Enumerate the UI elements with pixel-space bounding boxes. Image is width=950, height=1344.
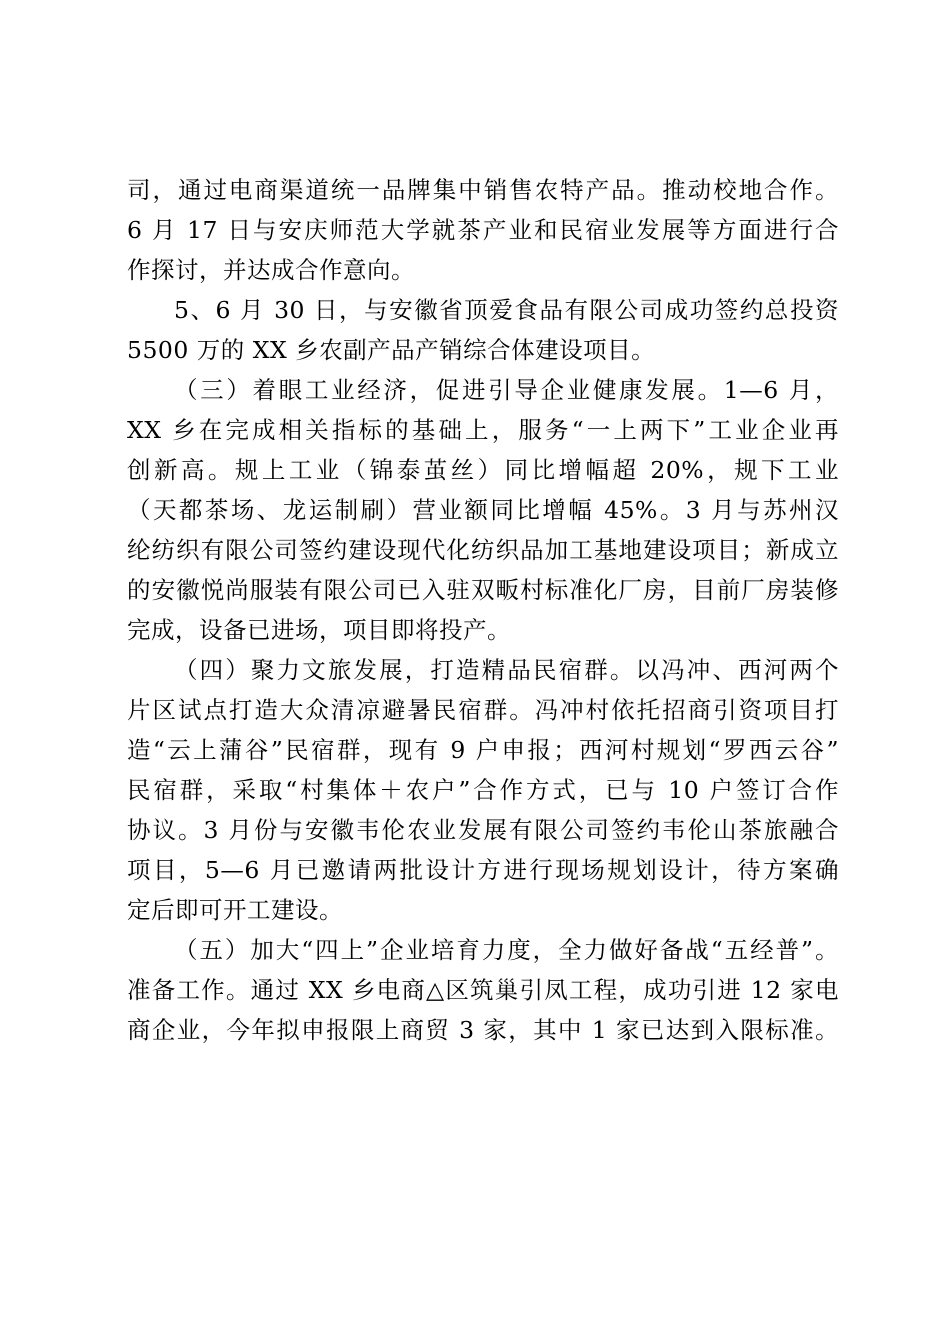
text-line: 作探讨，并达成合作意向。 (127, 256, 415, 284)
text-line: 定后即可开工建设。 (127, 896, 343, 924)
text-line: 造“云上蒲谷”民宿群，现有 9 户申报；西河村规划“罗西云谷” (127, 736, 839, 764)
text-line: 5500 万的 XX 乡农副产品产销综合体建设项目。 (127, 336, 656, 364)
paragraph-start-line: 5、6 月 30 日，与安徽省顶爱食品有限公司成功签约总投资 (174, 296, 839, 324)
text-line: 准备工作。通过 XX 乡电商△区筑巢引凤工程，成功引进 12 家电 (127, 976, 839, 1004)
text-line: 片区试点打造大众清凉避暑民宿群。冯冲村依托招商引资项目打 (127, 696, 839, 724)
text-line: 6 月 17 日与安庆师范大学就茶产业和民宿业发展等方面进行合 (127, 216, 839, 244)
text-line: 协议。3 月份与安徽韦伦农业发展有限公司签约韦伦山茶旅融合 (127, 816, 839, 844)
text-line: 的安徽悦尚服装有限公司已入驻双畈村标准化厂房，目前厂房装修 (127, 576, 839, 604)
text-line: 项目，5—6 月已邀请两批设计方进行现场规划设计，待方案确 (127, 856, 839, 884)
section-heading-line-3: （三）着眼工业经济，促进引导企业健康发展。1—6 月， (174, 376, 839, 404)
document-body (127, 170, 839, 1050)
text-line: 民宿群，采取“村集体＋农户”合作方式，已与 10 户签订合作 (127, 776, 839, 804)
text-line: XX 乡在完成相关指标的基础上，服务“一上两下”工业企业再 (127, 416, 839, 444)
text-line: 完成，设备已进场，项目即将投产。 (127, 616, 511, 644)
text-line: 纶纺织有限公司签约建设现代化纺织品加工基地建设项目；新成立 (127, 536, 839, 564)
text-line: 商企业，今年拟申报限上商贸 3 家，其中 1 家已达到入限标准。 (127, 1016, 839, 1044)
section-heading-line-4: （四）聚力文旅发展，打造精品民宿群。以冯冲、西河两个 (174, 656, 839, 684)
text-line: （天都茶场、龙运制刷）营业额同比增幅 45%。3 月与苏州汉 (127, 496, 839, 524)
text-line: 司，通过电商渠道统一品牌集中销售农特产品。推动校地合作。 (127, 176, 839, 204)
text-line: 创新高。规上工业（锦泰茧丝）同比增幅超 20%，规下工业 (127, 456, 839, 484)
section-heading-line-5: （五）加大“四上”企业培育力度，全力做好备战“五经普”。 (174, 936, 839, 964)
